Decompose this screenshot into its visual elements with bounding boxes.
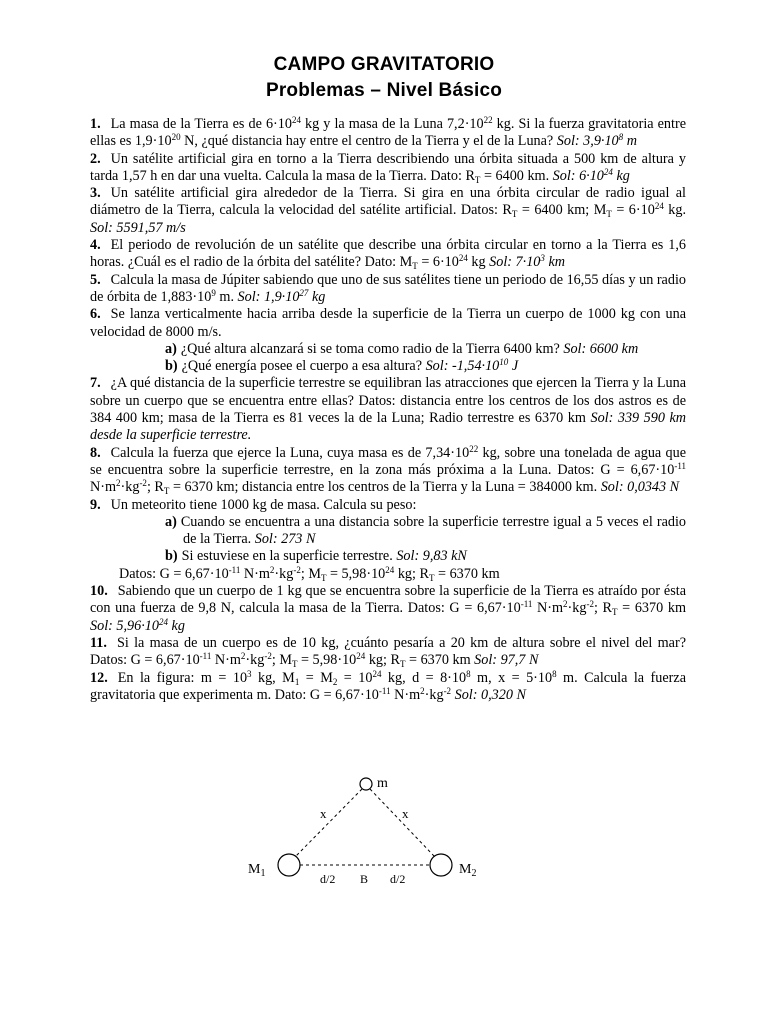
problem-1 xyxy=(90,116,686,151)
problem-text: ; R xyxy=(146,479,164,496)
problem-text: ·kg xyxy=(567,600,587,617)
label-x-left: x xyxy=(320,806,327,821)
exponent: -11 xyxy=(674,460,686,471)
label-B: B xyxy=(360,872,369,886)
subscript: T xyxy=(291,659,298,670)
problem-text: ·kg xyxy=(424,686,444,703)
solution: Sol: 339 590 km desde la superficie terrestre. xyxy=(90,410,687,444)
problem-text: = 6370 km xyxy=(405,652,471,669)
problem-text: kg, M xyxy=(251,669,295,686)
exponent: -2 xyxy=(139,478,147,489)
problem-text: N·m xyxy=(390,686,421,703)
problem-text: = 6370 km xyxy=(617,600,686,617)
solution-text: Sol: 3,9·10 xyxy=(556,133,619,150)
problem-number: 8. xyxy=(90,444,101,461)
problem-number: 7. xyxy=(90,375,101,392)
exponent: 2 xyxy=(563,599,568,610)
problem-text: Un meteorito tiene 1000 kg de masa. Calcula su peso: xyxy=(110,496,417,513)
exponent: 24 xyxy=(291,115,301,125)
solution-unit: kg xyxy=(167,617,185,634)
label-half-right: d/2 xyxy=(390,872,406,886)
exponent: 9 xyxy=(211,287,216,298)
problem-list xyxy=(90,116,686,704)
exponent: -11 xyxy=(228,564,241,575)
solution-text: Sol: 7·10 xyxy=(489,254,541,271)
exponent: -11 xyxy=(520,599,533,610)
solution xyxy=(426,358,519,374)
problem-text: ·kg xyxy=(245,652,265,669)
solution-unit: km xyxy=(544,254,565,271)
solution: Sol: 9,83 kN xyxy=(396,548,467,565)
solution-unit: kg xyxy=(308,288,326,305)
problem-number: 4. xyxy=(90,237,101,254)
problem-text: Un satélite artificial gira en torno a la Tierra describiendo una órbita situada a 500 km de altura y tarda 1,57 h en dar una vuelta. Calcula la masa de la Tierra. Dato: R xyxy=(90,150,686,184)
data-text: = 5,98·10 xyxy=(326,565,386,582)
subscript: T xyxy=(474,174,481,185)
solution-text: Sol: 1,9·10 xyxy=(237,288,300,305)
problem-text: m, x = 5·10 xyxy=(470,669,553,686)
problem-text: kg, sobre una tonelada de agua que se encuentra sobre la superficie terrestre, en la zona más próxima a la Luna. Datos: G = 6,67·10 xyxy=(90,444,686,478)
problem-2 xyxy=(90,151,686,186)
problem-number: 10. xyxy=(90,583,108,600)
subscript: T xyxy=(320,572,327,583)
subscript: T xyxy=(428,572,435,583)
subscript: 1 xyxy=(294,676,300,687)
subscript: T xyxy=(606,209,612,220)
solution: Sol: 97,7 N xyxy=(474,652,539,669)
problem-9-data xyxy=(90,566,686,583)
mass-M2-circle xyxy=(430,854,452,876)
label-m: m xyxy=(377,776,388,791)
label-M2-main: M xyxy=(459,862,472,877)
subscript: T xyxy=(163,486,170,497)
exponent: 24 xyxy=(356,651,366,662)
problem-6 xyxy=(90,306,686,341)
problem-text: = 6370 km; distancia entre los centros de la Tierra y la Luna = 384000 km. xyxy=(169,479,598,496)
triangle-diagram xyxy=(0,760,768,900)
problem-text: N·m xyxy=(90,479,117,496)
solution: Sol: 0,0343 N xyxy=(600,479,680,496)
problem-number: 11. xyxy=(90,634,107,651)
data-text: N·m xyxy=(240,565,270,582)
exponent: 2 xyxy=(269,564,275,575)
problem-10 xyxy=(90,583,686,635)
part-text: ¿Qué energía posee el cuerpo a esa altura? xyxy=(181,358,423,375)
exponent: 2 xyxy=(420,685,425,696)
problem-text: kg y la masa de la Luna 7,2·10 xyxy=(300,116,484,132)
solution-unit: m xyxy=(623,133,637,150)
problem-text: Calcula la masa de Júpiter sabiendo que uno de sus satélites tiene un periodo de 16,55 días y un radio de órbita de 1,883·10 xyxy=(90,271,686,305)
part-text: Cuando se encuentra a una distancia sobre la superficie terrestre igual a 5 veces el radio de la Tierra. xyxy=(180,513,686,548)
problem-text: Sabiendo que un cuerpo de 1 kg que se encuentra sobre la superficie de la Tierra es atraído por ésta con una fuerza de 9,8 N, calcula la masa de la Tierra. Datos: G = 6,67·10 xyxy=(90,583,686,617)
problem-6-part-a xyxy=(90,341,686,358)
part-label: b) xyxy=(165,358,178,375)
data-text: Datos: G = 6,67·10 xyxy=(119,565,229,582)
problem-text: kg xyxy=(467,254,486,271)
label-M2-sub: 2 xyxy=(471,868,477,879)
solution xyxy=(489,254,565,270)
problem-text: = 6400 km; M xyxy=(517,202,607,219)
problem-12 xyxy=(90,670,686,705)
problem-8 xyxy=(90,445,686,497)
exponent: 22 xyxy=(483,115,493,125)
problem-text: El periodo de revolución de un satélite que describe una órbita circular en torno a la Tierra es 1,6 horas. ¿Cuál es el radio de la órbita del satélite? Dato: M xyxy=(90,237,686,271)
solution: Sol: 273 N xyxy=(254,531,316,548)
solution xyxy=(557,133,637,149)
problem-7 xyxy=(90,375,686,444)
problem-text: = 6·10 xyxy=(417,254,459,271)
exponent: 24 xyxy=(385,564,395,575)
exponent: 8 xyxy=(466,668,471,679)
solution xyxy=(553,168,630,184)
problem-text: ; R xyxy=(593,600,613,617)
problem-number: 1. xyxy=(90,116,101,132)
problem-9-part-a xyxy=(90,514,686,549)
exponent: -2 xyxy=(264,651,272,662)
data-text: ·kg xyxy=(274,565,294,582)
problem-3 xyxy=(90,185,686,237)
subscript: 2 xyxy=(332,676,338,687)
problem-number: 5. xyxy=(90,271,101,288)
problem-text: kg. xyxy=(663,202,687,219)
data-text: kg; R xyxy=(394,565,429,582)
subscript: T xyxy=(399,659,406,670)
problem-5 xyxy=(90,272,686,307)
problem-text: m. xyxy=(215,288,234,305)
exponent: 24 xyxy=(158,616,168,627)
exponent: 10 xyxy=(499,357,509,368)
solution xyxy=(238,289,326,305)
label-M1 xyxy=(248,862,265,879)
solution xyxy=(90,618,185,634)
solution-text: Sol: 5,96·10 xyxy=(90,617,159,634)
problem-text: = 6400 km. xyxy=(480,167,550,184)
mass-M1-circle xyxy=(278,854,300,876)
problem-text: N, ¿qué distancia hay entre el centro de la Tierra y el de la Luna? xyxy=(180,133,554,150)
part-label: a) xyxy=(165,513,177,530)
problem-text: Un satélite artificial gira alrededor de la Tierra. Si gira en una órbita circular de radio igual al diámetro de la Tierra, calcula la velocidad del satélite artificial. Datos: R xyxy=(90,185,686,219)
label-half-left: d/2 xyxy=(320,872,336,886)
exponent: 3 xyxy=(540,253,545,264)
mass-m-circle xyxy=(360,778,372,790)
problem-text: = M xyxy=(299,669,333,686)
solution-unit: J xyxy=(508,358,519,375)
solution: Sol: 5591,57 m/s xyxy=(90,219,186,236)
exponent: 24 xyxy=(458,253,468,264)
problem-text: ¿A qué distancia de la superficie terrestre se equilibran las atracciones que ejercen la Tierra y la Luna sobre un cuerpo que se encuentra entre ellas? Datos: distancia entre los centros de los dos astros es de 384 400 km; masa de la Tierra es 81 veces la de la Luna; Radio terrestre es 6370 km xyxy=(90,375,686,427)
problem-text: Calcula la fuerza que ejerce la Luna, cuya masa es de 7,34·10 xyxy=(110,444,470,461)
exponent: 20 xyxy=(171,132,181,143)
subscript: T xyxy=(612,607,618,618)
solution: Sol: 6600 km xyxy=(563,340,639,357)
document-title: CAMPO GRAVITATORIO xyxy=(273,54,495,75)
left-distance-line xyxy=(296,789,362,856)
problem-text: ; M xyxy=(271,652,292,669)
document-subtitle: Problemas – Nivel Básico xyxy=(265,80,503,101)
data-text: = 6370 km xyxy=(434,565,500,582)
solution-text: Sol: 6·10 xyxy=(552,167,604,184)
exponent: -2 xyxy=(586,599,594,610)
problem-text: m. Calcula la fuerza gravitatoria que experimenta m. Dato: G = 6,67·10 xyxy=(90,669,686,703)
problem-number: 6. xyxy=(90,306,101,323)
exponent: 8 xyxy=(552,668,557,679)
problem-number: 3. xyxy=(90,185,101,202)
solution-text: Sol: -1,54·10 xyxy=(425,358,500,375)
solution: Sol: 0,320 N xyxy=(454,686,526,703)
problem-text: = 6·10 xyxy=(611,202,655,219)
problem-text: Se lanza verticalmente hacia arriba desde la superficie de la Tierra un cuerpo de 1000 kg con una velocidad de 8000 m/s. xyxy=(90,306,686,340)
exponent: 27 xyxy=(299,287,309,298)
exponent: 2 xyxy=(116,478,121,489)
problem-11 xyxy=(90,635,686,670)
problem-text: ·kg xyxy=(120,479,140,496)
subscript: T xyxy=(511,209,518,220)
problem-number: 2. xyxy=(90,150,101,167)
problem-text: N·m xyxy=(532,600,564,617)
label-M1-main: M xyxy=(248,862,261,877)
problem-9 xyxy=(90,497,686,514)
label-M1-sub: 1 xyxy=(260,868,266,879)
problem-number: 9. xyxy=(90,496,101,513)
problem-text: = 5,98·10 xyxy=(297,652,357,669)
problem-number: 12. xyxy=(90,669,108,686)
problem-4 xyxy=(90,237,686,272)
problem-text: kg, d = 8·10 xyxy=(381,669,467,686)
problem-6-part-b xyxy=(90,358,686,375)
problem-9-part-b xyxy=(90,548,686,565)
label-x-right: x xyxy=(402,806,409,821)
subscript: T xyxy=(412,261,418,272)
problem-text: = 10 xyxy=(337,669,373,686)
part-label: a) xyxy=(165,340,177,357)
part-text: Si estuviese en la superficie terrestre. xyxy=(181,548,393,565)
part-text: ¿Qué altura alcanzará si se toma como radio de la Tierra 6400 km? xyxy=(180,340,560,357)
label-M2 xyxy=(459,862,476,879)
exponent: 24 xyxy=(372,668,382,679)
solution-unit: kg xyxy=(612,167,630,184)
exponent: -2 xyxy=(293,564,301,575)
problem-text: En la figura: m = 10 xyxy=(117,669,248,686)
exponent: 22 xyxy=(469,443,479,454)
exponent: -2 xyxy=(443,685,452,696)
exponent: -11 xyxy=(199,651,212,662)
problem-text: La masa de la Tierra es de 6·10 xyxy=(110,116,292,132)
exponent: 8 xyxy=(618,132,624,143)
data-text: ; M xyxy=(300,565,321,582)
exponent: 24 xyxy=(603,166,613,177)
problem-text: N·m xyxy=(211,652,241,669)
problem-text: kg; R xyxy=(365,652,400,669)
exponent: 24 xyxy=(654,201,664,212)
problem-text: kg. Si la fuerza gravitatoria entre ellas es 1,9·10 xyxy=(90,116,686,150)
right-distance-line xyxy=(370,789,434,856)
problem-text: Si la masa de un cuerpo es de 10 kg, ¿cuánto pesaría a 20 km de altura sobre el nivel del mar? Datos: G = 6,67·10 xyxy=(90,634,686,669)
exponent: 3 xyxy=(247,668,252,679)
exponent: 2 xyxy=(240,651,246,662)
exponent: -11 xyxy=(378,685,391,696)
part-label: b) xyxy=(165,548,178,565)
